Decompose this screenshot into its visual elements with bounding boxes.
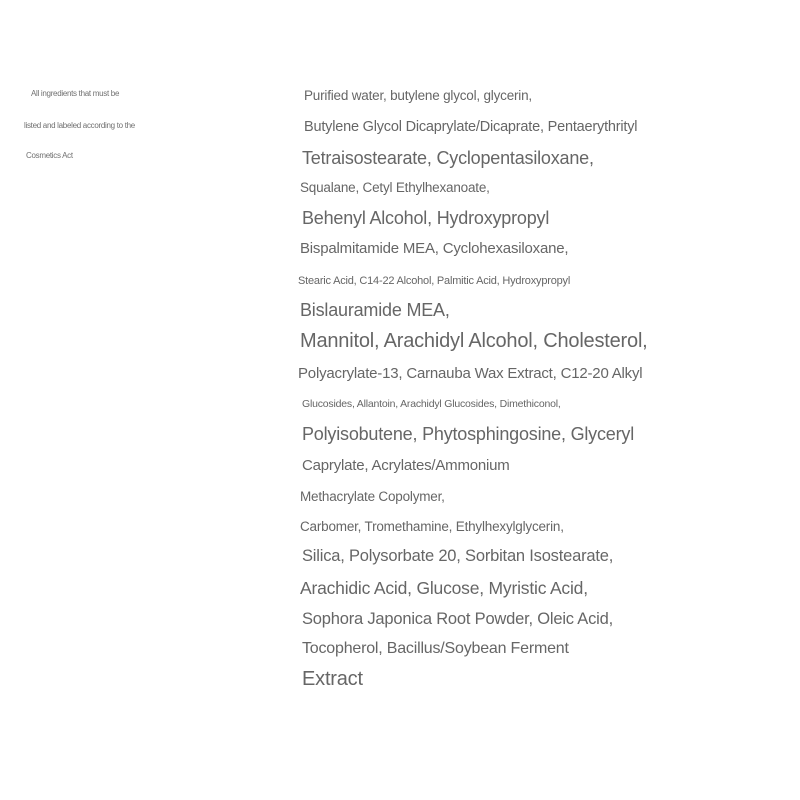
ingredient-line-3: Tetraisostearate, Cyclopentasiloxane,	[302, 148, 594, 168]
ingredient-line-6: Bispalmitamide MEA, Cyclohexasiloxane,	[300, 240, 569, 257]
ingredient-line-4: Squalane, Cetyl Ethylhexanoate,	[300, 180, 490, 195]
label-line-3: Cosmetics Act	[26, 151, 73, 160]
ingredient-line-10: Polyacrylate-13, Carnauba Wax Extract, C12-20 Alkyl	[298, 365, 643, 382]
ingredient-line-15: Carbomer, Tromethamine, Ethylhexylglycerin,	[300, 519, 564, 534]
ingredient-line-8: Bislauramide MEA,	[300, 300, 450, 320]
ingredient-line-19: Tocopherol, Bacillus/Soybean Ferment	[302, 640, 569, 657]
ingredient-line-20: Extract	[302, 668, 363, 690]
ingredient-line-13: Caprylate, Acrylates/Ammonium	[302, 457, 510, 474]
label-line-1: All ingredients that must be	[31, 89, 120, 98]
ingredient-line-12: Polyisobutene, Phytosphingosine, Glyceryl	[302, 424, 634, 444]
label-line-2: listed and labeled according to the	[24, 121, 135, 130]
ingredient-line-16: Silica, Polysorbate 20, Sorbitan Isostearate,	[302, 547, 614, 565]
ingredient-line-1: Purified water, butylene glycol, glycerin,	[304, 88, 532, 103]
ingredient-line-14: Methacrylate Copolymer,	[300, 489, 445, 504]
ingredient-line-7: Stearic Acid, C14-22 Alcohol, Palmitic Acid, Hydroxypropyl	[298, 275, 571, 287]
ingredient-line-2: Butylene Glycol Dicaprylate/Dicaprate, Pentaerythrityl	[304, 119, 638, 135]
ingredient-line-9: Mannitol, Arachidyl Alcohol, Cholesterol,	[300, 330, 648, 352]
ingredient-line-18: Sophora Japonica Root Powder, Oleic Acid,	[302, 610, 613, 628]
ingredient-line-5: Behenyl Alcohol, Hydroxypropyl	[302, 208, 550, 228]
ingredient-line-17: Arachidic Acid, Glucose, Myristic Acid,	[300, 578, 588, 598]
ingredient-line-11: Glucosides, Allantoin, Arachidyl Glucosides, Dimethiconol,	[302, 398, 561, 410]
